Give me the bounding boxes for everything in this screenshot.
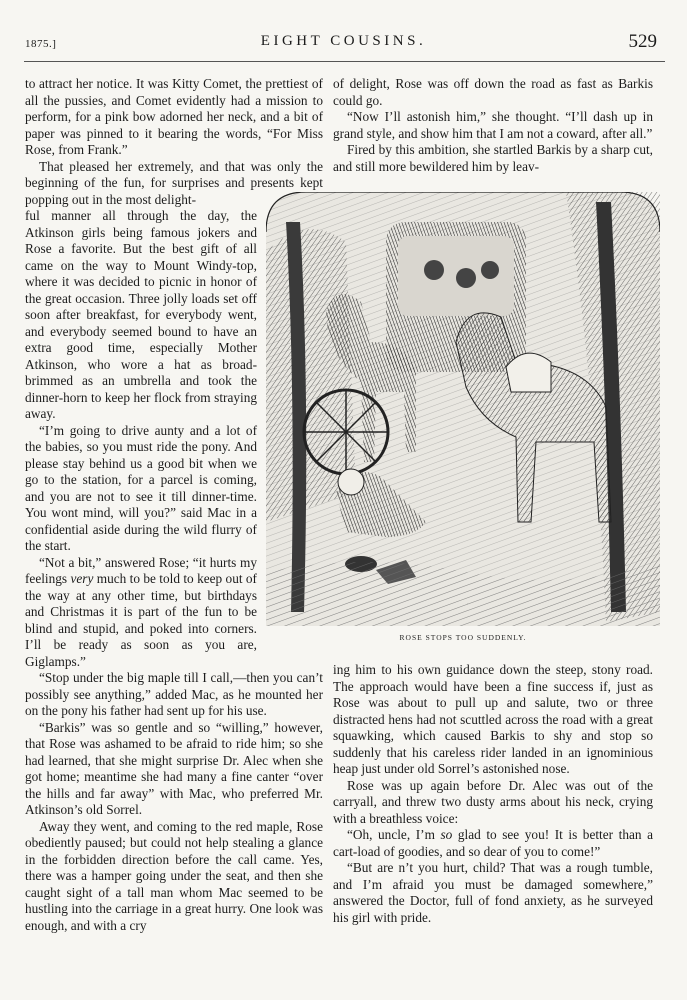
paragraph: That pleased her extremely, and that was only the beginning of the fun, for surprises and presents kept popping out in the most delight-	[25, 158, 323, 207]
emphasis: so	[440, 827, 453, 842]
emphasis: very	[70, 571, 94, 586]
right-column-top	[333, 76, 653, 175]
paragraph: “Stop under the big maple till I call,—then you can’t possibly see anything,” added Mac, as he mounted her on the pony his father had sent up for his use.	[25, 670, 323, 718]
paragraph: “I’m going to drive aunty and a lot of the babies, so you must ride the pony. And please stay behind us a good bit when we go to the station, for a parcel is coming, and you are not to see it till dinner-time. You wont mind, will you?” said Mac in a confidential aside during the wild flurry of the start.	[25, 422, 257, 553]
running-title: EIGHT COUSINS.	[260, 33, 427, 49]
paragraph: to attract her notice. It was Kitty Comet, the prettiest of all the pussies, and Comet evidently had a mission to perform, for a pink bow adorned her neck, and a bit of paper was pinned to it bearing the words, “For Miss Rose, from Frank.”	[25, 76, 323, 157]
text-run: glad to see you! It is better than a cart-load of goodies, and so dear of you to come!”	[333, 827, 653, 859]
paragraph: Rose was up again before Dr. Alec was out of the carryall, and threw two dusty arms about his neck, crying with a breathless voice:	[333, 777, 653, 826]
right-column-bottom	[333, 662, 653, 926]
paragraph	[333, 827, 653, 860]
paragraph: ing him to his own guidance down the steep, stony road. The approach would have been a fine success if, just as Rose was about to pull up and salute, two or three distracted hens had not scuttled across the road with a great squawking, which caused Barkis to shy and stop so suddenly that his careless rider landed in an ignominious heap just under old Sorrel’s astonished nose.	[333, 662, 653, 776]
paragraph: Fired by this ambition, she startled Barkis by a sharp cut, and still more bewildered him by leav-	[333, 142, 653, 174]
paragraph: Away they went, and coming to the red maple, Rose obediently paused; but could not help stealing a glance in the forbidden direction before the call came. Yes, there was a hamper going under the seat, and then she caught sight of a tall man whom Mac seemed to be hustling into the carriage in a great hurry. One look was enough, and with a cry	[25, 818, 323, 933]
illustration-caption: ROSE STOPS TOO SUDDENLY.	[399, 633, 527, 642]
paragraph: “Now I’ll astonish him,” she thought. “I’ll dash up in grand style, and show him that I am not a coward, after all.”	[333, 109, 653, 141]
header-rule	[24, 61, 665, 62]
paragraph: “But are n’t you hurt, child? That was a rough tumble, and I’m afraid you must be damaged somewhere,” answered the Doctor, full of fond anxiety, as he surveyed his girl with pride.	[333, 860, 653, 925]
header-year: 1875.]	[25, 38, 57, 50]
text-run: much to be told to keep out of the way at any other time, but birthdays and Christmas it is part of the fun to be blind and stupid, and poked into corners. I’ll be ready as soon as you are, Giglamps.”	[25, 571, 257, 669]
paragraph	[25, 555, 257, 671]
text-run: “Not a bit,” answered Rose; “it hurts my feelings	[25, 554, 257, 586]
paragraph: ful manner all through the day, the Atkinson girls being famous jokers and Rose a favorite. But the best gift of all came on the way to Mount Windy-top, where it was decided to picnic in honor of the great occasion. Three jolly loads set off soon after breakfast, for everybody went, and everybody seemed bound to have an extra good time, especially Mother Atkinson, who wore a hat as broad-brimmed as an umbrella and took the dinner-horn to keep her flock from straying away.	[25, 208, 257, 421]
text-run: “Oh, uncle, I’m	[347, 827, 441, 842]
paragraph: “Barkis” was so gentle and so “willing,” however, that Rose was ashamed to be afraid to ride him; so she had learned, that she might surprise Dr. Alec when she got home; meantime she had many a fine canter “over the hills and far away” with Mac, who preferred Mr. Atkinson’s old Sorrel.	[25, 719, 323, 817]
illustration-engraving	[266, 192, 660, 626]
page-number: 529	[628, 31, 657, 52]
paragraph: of delight, Rose was off down the road as fast as Barkis could go.	[333, 76, 653, 108]
